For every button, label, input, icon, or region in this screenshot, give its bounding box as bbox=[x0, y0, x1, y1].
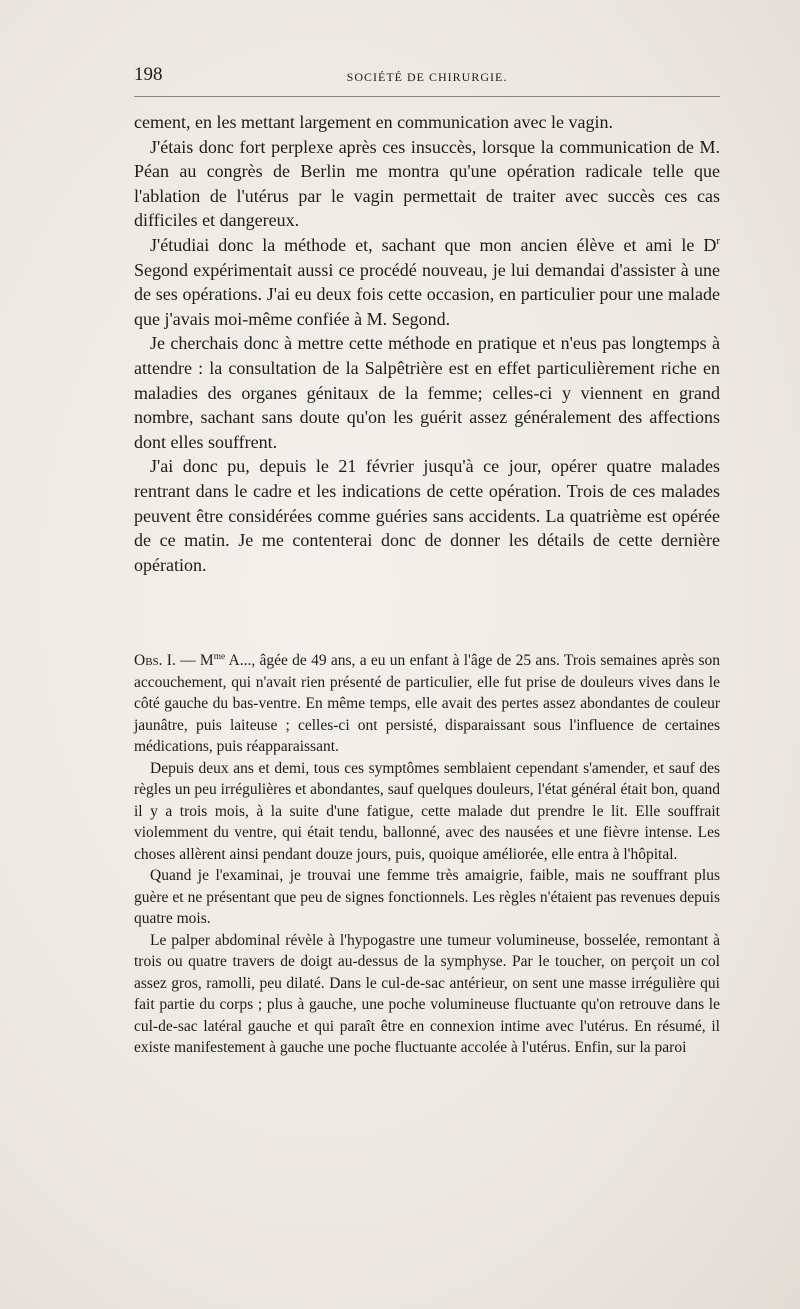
paragraph: J'étais donc fort perplexe après ces insuccès, lorsque la communication de M. Péan au congrès de Berlin me montra qu'une opération radicale telle que l'ablation de l'utérus par le vagin permettait de traiter avec succès ces cas difficiles et dangereux. bbox=[134, 136, 720, 231]
paragraph: J'étudiai donc la méthode et, sachant que mon ancien élève et ami le $D^r$ Segond expérimentait aussi ce procédé nouveau, je lui demandai d'assister à une de ses opérations. J'ai eu deux fois cette occasion, en particulier pour une malade que j'avais moi-même confiée à M. Segond. bbox=[134, 234, 720, 329]
page-number: 198 bbox=[134, 64, 163, 85]
main-text bbox=[134, 110, 720, 577]
observation-paragraph: Quand je l'examinai, je trouvai une femme très amaigrie, faible, mais ne souffrant plus guère et ne présentant que peu de signes fonctionnels. Les règles n'étaient pas revenues depuis quatre mois. bbox=[134, 867, 720, 927]
observation-paragraph: Depuis deux ans et demi, tous ces symptômes semblaient cependant s'amender, et sauf des règles un peu irrégulières et abondantes, sauf quelques douleurs, l'état général était bon, quand il y a trois mois, à la suite d'une fatigue, cette malade dut prendre le lit. Elle souffrait violemment du ventre, qui était tendu, ballonné, avec des nausées et une fièvre intense. Les choses allèrent ainsi pendant douze jours, puis, quoique améliorée, elle entra à l'hôpital. bbox=[134, 759, 720, 863]
superscript: r bbox=[716, 234, 720, 247]
running-title: SOCIÉTÉ DE CHIRURGIE. bbox=[346, 70, 508, 84]
page-header bbox=[134, 64, 720, 92]
observation-paragraph: Le palper abdominal révèle à l'hypogastre une tumeur volumineuse, bosselée, remontant à trois ou quatre travers de doigt au-dessus de la symphyse. Par le toucher, on perçoit un col assez gros, ramolli, peu dilaté. Dans le cul-de-sac antérieur, on sent une masse irrégulière qui fait partie du corps ; plus à gauche, une poche volumineuse fluctuante qu'on retrouve dans le cul-de-sac latéral gauche et qui paraît être en connexion intime avec l'utérus. En résumé, il existe manifestement à gauche une poche fluctuante accolée à l'utérus. Enfin, sur la paroi bbox=[134, 931, 720, 1056]
paragraph: J'ai donc pu, depuis le 21 février jusqu'à ce jour, opérer quatre malades rentrant dans le cadre et les indications de cette opération. Trois de ces malades peuvent être considérées comme guéries sans accidents. La quatrième est opérée de ce matin. Je me contenterai donc de donner les détails de cette dernière opération. bbox=[134, 456, 720, 575]
header-rule bbox=[134, 96, 720, 97]
observation-intro: Obs. I. — $M^{me}$ A..., âgée de 49 ans, a eu un enfant à l'âge de 25 ans. Trois semaines après son accouchement, qui n'avait rien présenté de particulier, elle fut prise de douleurs vives dans le côté gauche du bas-ventre. En même temps, elle avait des pertes assez abondantes de couleur jaunâtre, puis laiteuse ; celles-ci ont persisté, disparaissant sous l'influence de certaines médications, puis réapparaissant. bbox=[134, 651, 720, 755]
paragraph: cement, en les mettant largement en communication avec le vagin. bbox=[134, 112, 613, 132]
observation-section bbox=[134, 650, 720, 1059]
observation-label: Obs. I. bbox=[134, 652, 176, 669]
paragraph: Je cherchais donc à mettre cette méthode en pratique et n'eus pas longtemps à attendre : la consultation de la Salpêtrière est en effet particulièrement riche en maladies des organes génitaux de la femme; celles-ci y viennent en grand nombre, sachant sans doute qu'on les guérit assez généralement des affections dont elles souffrent. bbox=[134, 333, 720, 452]
